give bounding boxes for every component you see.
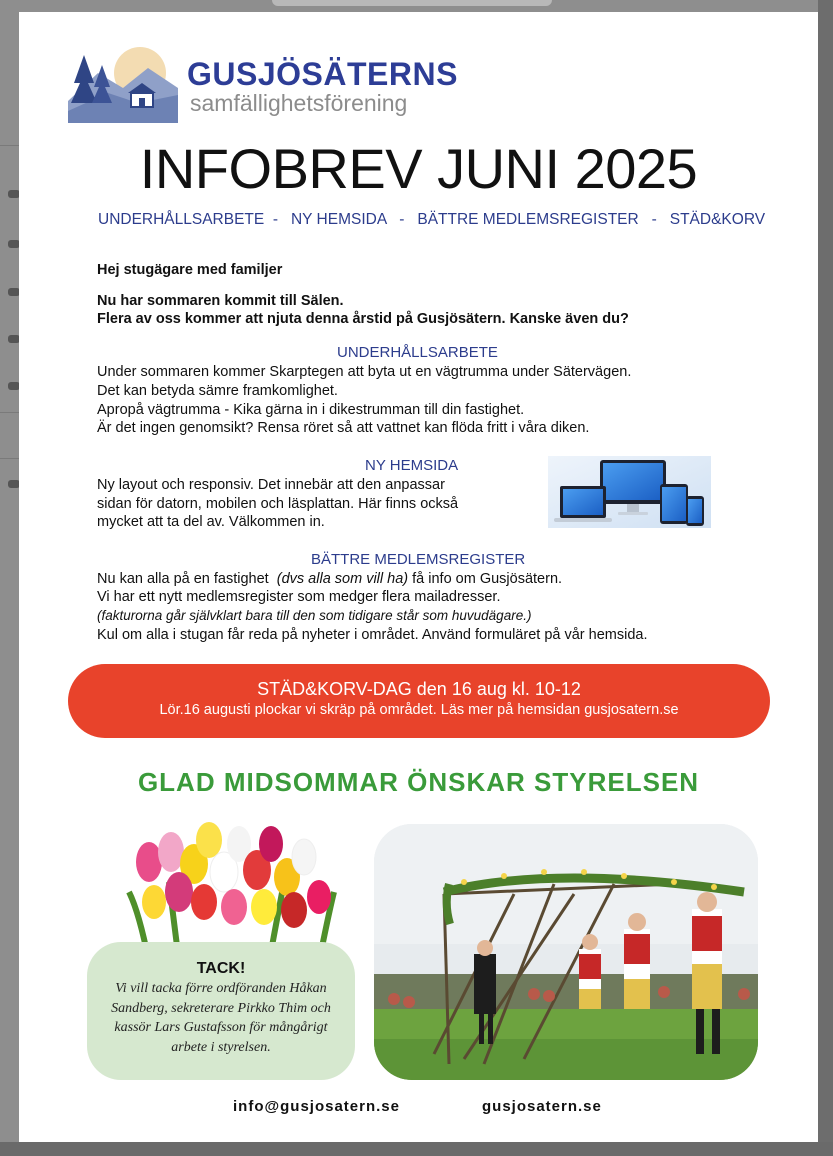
maintenance-line: Apropå vägtrumma - Kika gärna in i dikestrumman till din fastighet. [97,402,525,418]
tulip-bouquet-icon [109,822,339,962]
page-title: INFOBREV JUNI 2025 [139,137,698,200]
register-note: (fakturorna går självklart bara till den som tidigare står som huvudägare.) [97,608,532,623]
bg-bottom-panel [0,1142,833,1156]
topic-item: NY HEMSIDA [290,211,387,228]
maypole-raising-photo-icon [374,824,758,1080]
cleanup-day-banner [68,664,770,738]
register-line: Vi har ett nytt medlemsregister som medger flera mailadresser. [97,589,501,605]
website-line: Ny layout och responsiv. Det innebär att den anpassar [97,477,445,493]
footer-email-link[interactable]: info@gusjosatern.se [233,1098,400,1115]
bg-divider [0,412,20,413]
responsive-devices-icon [548,456,711,528]
bg-divider [0,145,20,146]
register-line-1 [97,570,562,589]
bg-right-panel [818,0,833,1156]
maintenance-heading: UNDERHÅLLSARBETE [337,344,498,361]
topic-item: UNDERHÅLLSARBETE [98,211,265,228]
intro-line: Flera av oss kommer att njuta denna årstid på Gusjösätern. Kanske även du? [97,311,629,327]
maintenance-line: Det kan betyda sämre framkomlighet. [97,383,338,399]
banner-title: STÄD&KORV-DAG den 16 aug kl. 10-12 [257,679,581,699]
topic-separator: - [272,211,279,228]
website-line: mycket att ta del av. Välkommen in. [97,514,325,530]
topic-item: BÄTTRE MEDLEMSREGISTER [417,211,639,228]
register-text: Nu kan alla på en fastighet [97,571,269,587]
maintenance-line: Är det ingen genomsikt? Rensa röret så att vattnet kan flöda fritt i våra diken. [97,420,590,436]
website-heading: NY HEMSIDA [365,457,459,474]
topic-item: STÄD&KORV [669,211,766,228]
banner-text: Lör.16 augusti plockar vi skräp på området. Läs mer på hemsidan gusjosatern.se [159,702,679,718]
footer-website-link[interactable]: gusjosatern.se [482,1098,602,1115]
topic-separator: - [399,211,405,228]
thanks-box [87,942,355,1080]
website-line: sidan för datorn, mobilen och läsplattan. Här finns också [97,496,459,512]
window-handle [272,0,552,6]
logo-title: GUSJÖSÄTERNS [187,56,458,92]
midsummer-greeting: GLAD MIDSOMMAR ÖNSKAR STYRELSEN [137,767,700,797]
register-heading: BÄTTRE MEDLEMSREGISTER [311,551,526,568]
mountain-cabin-logo-icon [68,43,178,123]
thanks-text: Vi vill tacka förre ordföranden Håkan Sandberg, sekreterare Pirkko Thim och kassör Lars Gustafsson för mångårigt arbete i styrelsen. [111,981,331,1055]
register-line: Kul om alla i stugan får reda på nyheter i området. Använd formuläret på vår hemsida. [97,627,648,643]
intro-greeting: Hej stugägare med familjer [97,262,283,278]
maintenance-line: Under sommaren kommer Skarptegen att byta ut en vägtrumma under Sätervägen. [97,364,632,380]
thanks-title: TACK! [196,960,246,977]
intro-line: Nu har sommaren kommit till Sälen. [97,293,344,309]
topic-separator: - [651,211,657,228]
register-italic-note: (dvs alla som vill ha) [276,571,409,587]
newsletter-page [19,12,818,1142]
logo-subtitle: samfällighetsförening [190,90,408,116]
bg-divider [0,458,20,459]
register-text: få info om Gusjösätern. [412,571,563,587]
topic-list [98,211,766,229]
